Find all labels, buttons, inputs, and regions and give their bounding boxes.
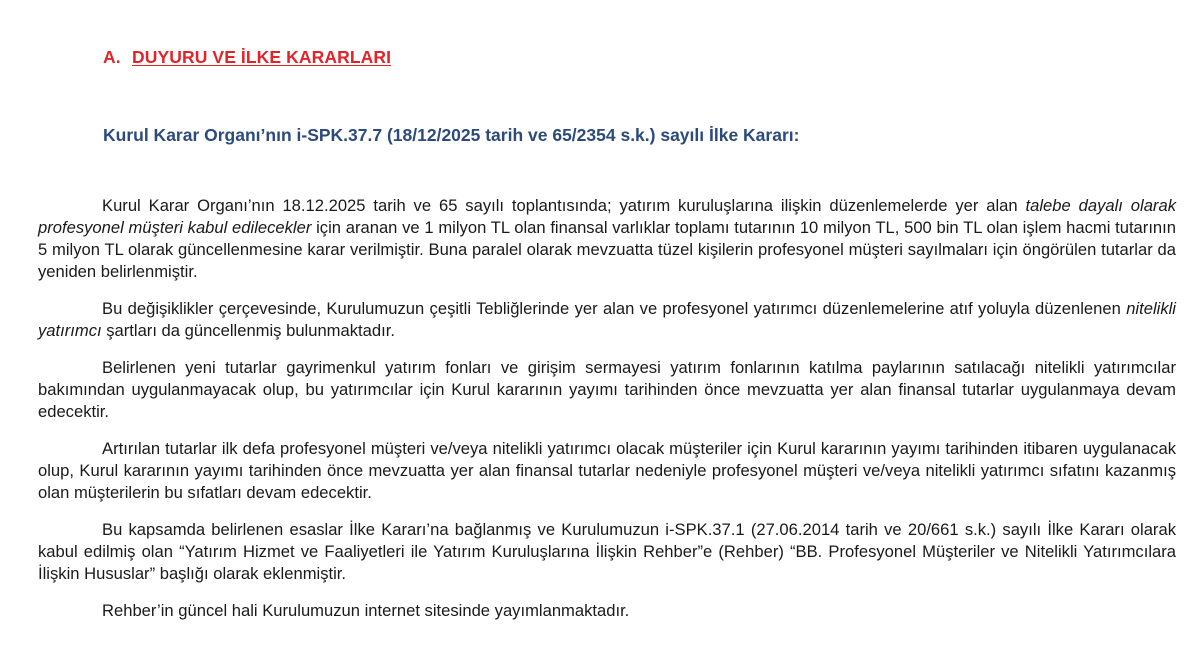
paragraph-1-italic: talebe dayalı olarak profesyonel müşteri kabul edilecekler [38, 196, 1176, 237]
paragraph-2-text-a: Bu değişiklikler çerçevesinde, Kurulumuzun çeşitli Tebliğlerinde yer alan ve profesyonel yatırımcı düzenlemelerine atıf yoluyla düzenlenen [102, 299, 1127, 318]
paragraph-6: Rehber’in güncel hali Kurulumuzun internet sitesinde yayımlanmaktadır. [102, 601, 630, 620]
paragraph-1-text-c: için aranan ve 1 milyon TL olan finansal varlıklar toplamı tutarının 10 milyon TL, 500 bin TL olan işlem hacmi tutarının 5 milyon TL olarak güncellenmesine karar verilmiştir. Buna paralel olarak mevzuatta tüzel kişilerin profesyonel müşteri sayılmaları için öngörülen tutarlar da yeniden belirlenmiştir. [38, 218, 1176, 281]
section-letter: A. [103, 47, 121, 67]
document-body [38, 195, 1176, 622]
section-title: DUYURU VE İLKE KARARLARI [132, 47, 392, 67]
paragraph-2-text-c: şartları da güncellenmiş bulunmaktadır. [101, 321, 395, 340]
paragraph-3: Belirlenen yeni tutarlar gayrimenkul yatırım fonları ve girişim sermayesi yatırım fonlarının katılma paylarının satılacağı nitelikli yatırımcılar bakımından uygulanmayacak olup, bu yatırımcılar için Kurul kararının yayımı tarihinden önce mevzuatta yer alan finansal tutarlar uygulanmaya devam edecektir. [38, 358, 1176, 421]
paragraph-1 [38, 195, 1176, 283]
paragraph-2-italic: nitelikli yatırımcı [38, 299, 1176, 340]
section-heading [103, 47, 391, 68]
paragraph-5: Bu kapsamda belirlenen esaslar İlke Kararı’na bağlanmış ve Kurulumuzun i-SPK.37.1 (27.06.2014 tarih ve 20/661 s.k.) sayılı İlke Kararı olarak kabul edilmiş olan “Yatırım Hizmet ve Faaliyetleri ile Yatırım Kuruluşlarına İlişkin Rehber”e (Rehber) “BB. Profesyonel Müşteriler ve Nitelikli Yatırımcılara İlişkin Hususlar” başlığı olarak eklenmiştir. [38, 520, 1176, 583]
paragraph-1-text-a: Kurul Karar Organı’nın 18.12.2025 tarih ve 65 sayılı toplantısında; yatırım kuruluşlarına ilişkin düzenlemelerde yer alan [102, 196, 1026, 215]
decision-subheading: Kurul Karar Organı’nın i-SPK.37.7 (18/12/2025 tarih ve 65/2354 s.k.) sayılı İlke Kararı: [103, 125, 800, 145]
paragraph-2 [38, 298, 1176, 342]
paragraph-4: Artırılan tutarlar ilk defa profesyonel müşteri ve/veya nitelikli yatırımcı olacak müşteriler için Kurul kararının yayımı tarihinden itibaren uygulanacak olup, Kurul kararının yayımı tarihinden önce mevzuatta yer alan finansal tutarlar nedeniyle profesyonel müşteri ve/veya nitelikli yatırımcı sıfatını kazanmış olan müşterilerin bu sıfatları devam edecektir. [38, 439, 1176, 502]
